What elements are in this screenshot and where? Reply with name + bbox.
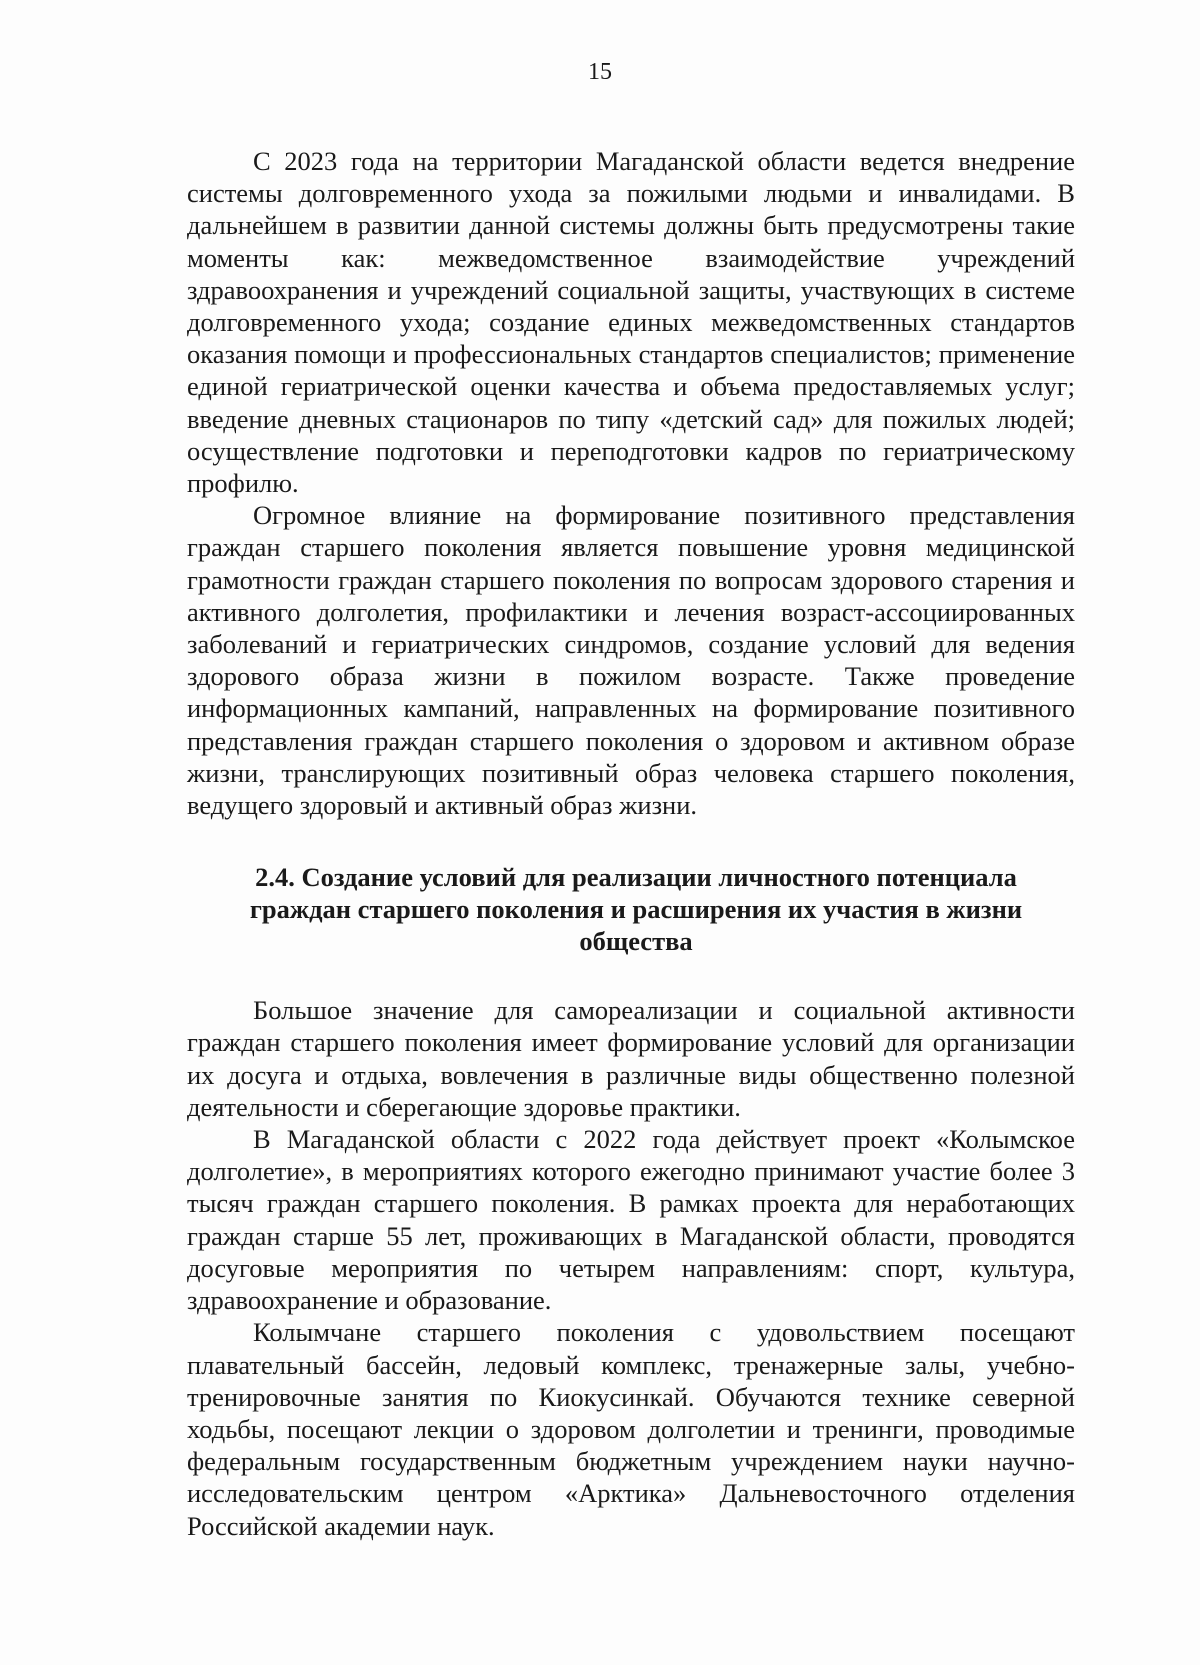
paragraph-medical-literacy: Огромное влияние на формирование позитивного представления граждан старшего поколения является повышение уровня медицинской грамотности граждан старшего поколения по вопросам здорового старения и активного долголетия, профилактики и лечения возраст-ассоциированных заболеваний и гериатрических синдромов, создание условий для ведения здорового образа жизни в пожилом возрасте. Также проведение информационных кампаний, направленных на формирование позитивного представления граждан старшего поколения о здоровом и активном образе жизни, транслирующих позитивный образ человека старшего поколения, ведущего здоровый и активный образ жизни.	[187, 500, 1075, 821]
paragraph-kolyma-longevity-project: В Магаданской области с 2022 года действует проект «Колымское долголетие», в мероприятиях которого ежегодно принимают участие более 3 тысяч граждан старшего поколения. В рамках проекта для неработающих граждан старше 55 лет, проживающих в Магаданской области, проводятся досуговые мероприятия по четырем направлениям: спорт, культура, здравоохранение и образование.	[187, 1124, 1075, 1316]
paragraph-leisure-conditions: Большое значение для самореализации и социальной активности граждан старшего поколения имеет формирование условий для организации их досуга и отдыха, вовлечения в различные виды общественно полезной деятельности и сберегающие здоровье практики.	[187, 995, 1075, 1122]
document-body	[187, 145, 1075, 1542]
section-heading-2-4: 2.4. Создание условий для реализации личностного потенциала граждан старшего поколения и расширения их участия в жизни общества	[249, 862, 1023, 957]
page-number: 15	[588, 59, 612, 85]
paragraph-long-term-care: С 2023 года на территории Магаданской области ведется внедрение системы долговременного ухода за пожилыми людьми и инвалидами. В дальнейшем в развитии данной системы должны быть предусмотрены такие моменты как: межведомственное взаимодействие учреждений здравоохранения и учреждений социальной защиты, участвующих в системе долговременного ухода; создание единых межведомственных стандартов оказания помощи и профессиональных стандартов специалистов; применение единой гериатрической оценки качества и объема предоставляемых услуг; введение дневных стационаров по типу «детский сад» для пожилых людей; осуществление подготовки и переподготовки кадров по гериатрическому профилю.	[187, 146, 1075, 499]
paragraph-activities-list: Колымчане старшего поколения с удовольствием посещают плавательный бассейн, ледовый комплекс, тренажерные залы, учебно-тренировочные занятия по Киокусинкай. Обучаются технике северной ходьбы, посещают лекции о здоровом долголетии и тренинги, проводимые федеральным государственным бюджетным учреждением науки научно-исследовательским центром «Арктика» Дальневосточного отделения Российской академии наук.	[187, 1317, 1075, 1541]
